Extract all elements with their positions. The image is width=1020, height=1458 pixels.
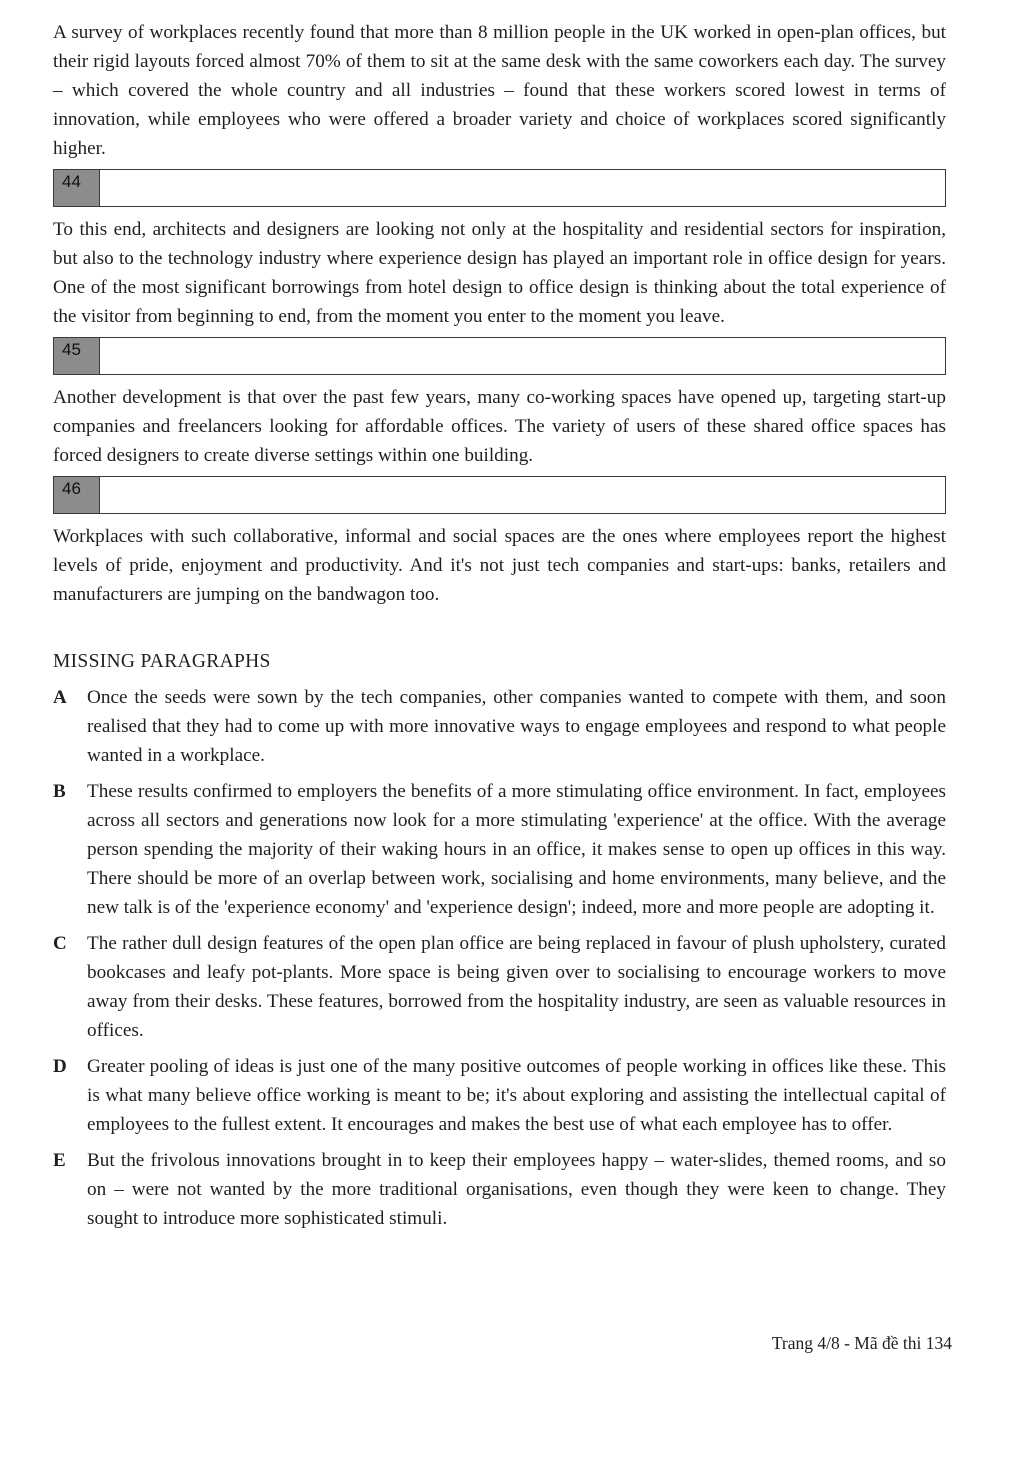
missing-paragraphs-title: MISSING PARAGRAPHS <box>53 651 271 672</box>
passage-paragraph-2: To this end, architects and designers are looking not only at the hospitality and residential sectors for inspiration, but also to the technology industry where experience design has played an important role in office design for years. One of the most significant borrowings from hotel design to office design is thinking about the total experience of the visitor from beginning to end, from the moment you enter to the moment you leave. <box>53 219 946 327</box>
gap-blank <box>100 170 945 206</box>
gap-number: 46 <box>54 477 100 513</box>
option-letter: C <box>53 933 67 954</box>
option-text: These results confirmed to employers the benefits of a more stimulating office environment. In fact, employees across all sectors and generations now look for a more stimulating 'experience' at the office. With the average person spending the majority of their waking hours in an office, it makes sense to open up offices in this way. There should be more of an overlap between work, socialising and home environments, many believe, and the new talk is of the 'experience economy' and 'experience design'; indeed, more and more people are adopting it. <box>87 781 946 918</box>
gap-44 <box>53 169 946 207</box>
passage-paragraph-1: A survey of workplaces recently found that more than 8 million people in the UK worked in open-plan offices, but their rigid layouts forced almost 70% of them to sit at the same desk with the same coworkers each day. The survey – which covered the whole country and all industries – found that these workers scored lowest in terms of innovation, while employees who were offered a broader variety and choice of workplaces scored significantly higher. <box>53 22 946 159</box>
option-a <box>53 683 946 770</box>
option-text: Greater pooling of ideas is just one of the many positive outcomes of people working in offices like these. This is what many believe office working is meant to be; it's about exploring and assisting the intellectual capital of employees to the fullest extent. It encourages and makes the best use of what each employee has to offer. <box>87 1056 946 1135</box>
option-text: But the frivolous innovations brought in to keep their employees happy – water-slides, themed rooms, and so on – were not wanted by the more traditional organisations, even though they were keen to change. They sought to introduce more sophisticated stimuli. <box>87 1150 946 1229</box>
option-c <box>53 929 946 1045</box>
passage-paragraph-4: Workplaces with such collaborative, informal and social spaces are the ones where employees report the highest levels of pride, enjoyment and productivity. And it's not just tech companies and start-ups: banks, retailers and manufacturers are jumping on the bandwagon too. <box>53 526 946 605</box>
option-d <box>53 1052 946 1139</box>
option-e <box>53 1146 946 1233</box>
option-b <box>53 777 946 922</box>
option-letter: D <box>53 1056 67 1077</box>
option-letter: A <box>53 687 67 708</box>
page-footer: Trang 4/8 - Mã đề thi 134 <box>771 1333 952 1353</box>
option-letter: B <box>53 781 66 802</box>
option-text: The rather dull design features of the open plan office are being replaced in favour of plush upholstery, curated bookcases and leafy pot-plants. More space is being given over to socialising to encourage workers to move away from their desks. These features, borrowed from the hospitality industry, are seen as valuable resources in offices. <box>87 933 946 1041</box>
gap-blank <box>100 477 945 513</box>
gap-45 <box>53 337 946 375</box>
option-text: Once the seeds were sown by the tech companies, other companies wanted to compete with them, and soon realised that they had to come up with more innovative ways to engage employees and respond to what people wanted in a workplace. <box>87 687 946 766</box>
gap-46 <box>53 476 946 514</box>
option-letter: E <box>53 1150 66 1171</box>
passage-paragraph-3: Another development is that over the past few years, many co-working spaces have opened up, targeting start-up companies and freelancers looking for affordable offices. The variety of users of these shared office spaces has forced designers to create diverse settings within one building. <box>53 387 946 466</box>
exam-page <box>53 18 946 1240</box>
gap-blank <box>100 338 945 374</box>
gap-number: 44 <box>54 170 100 206</box>
gap-number: 45 <box>54 338 100 374</box>
